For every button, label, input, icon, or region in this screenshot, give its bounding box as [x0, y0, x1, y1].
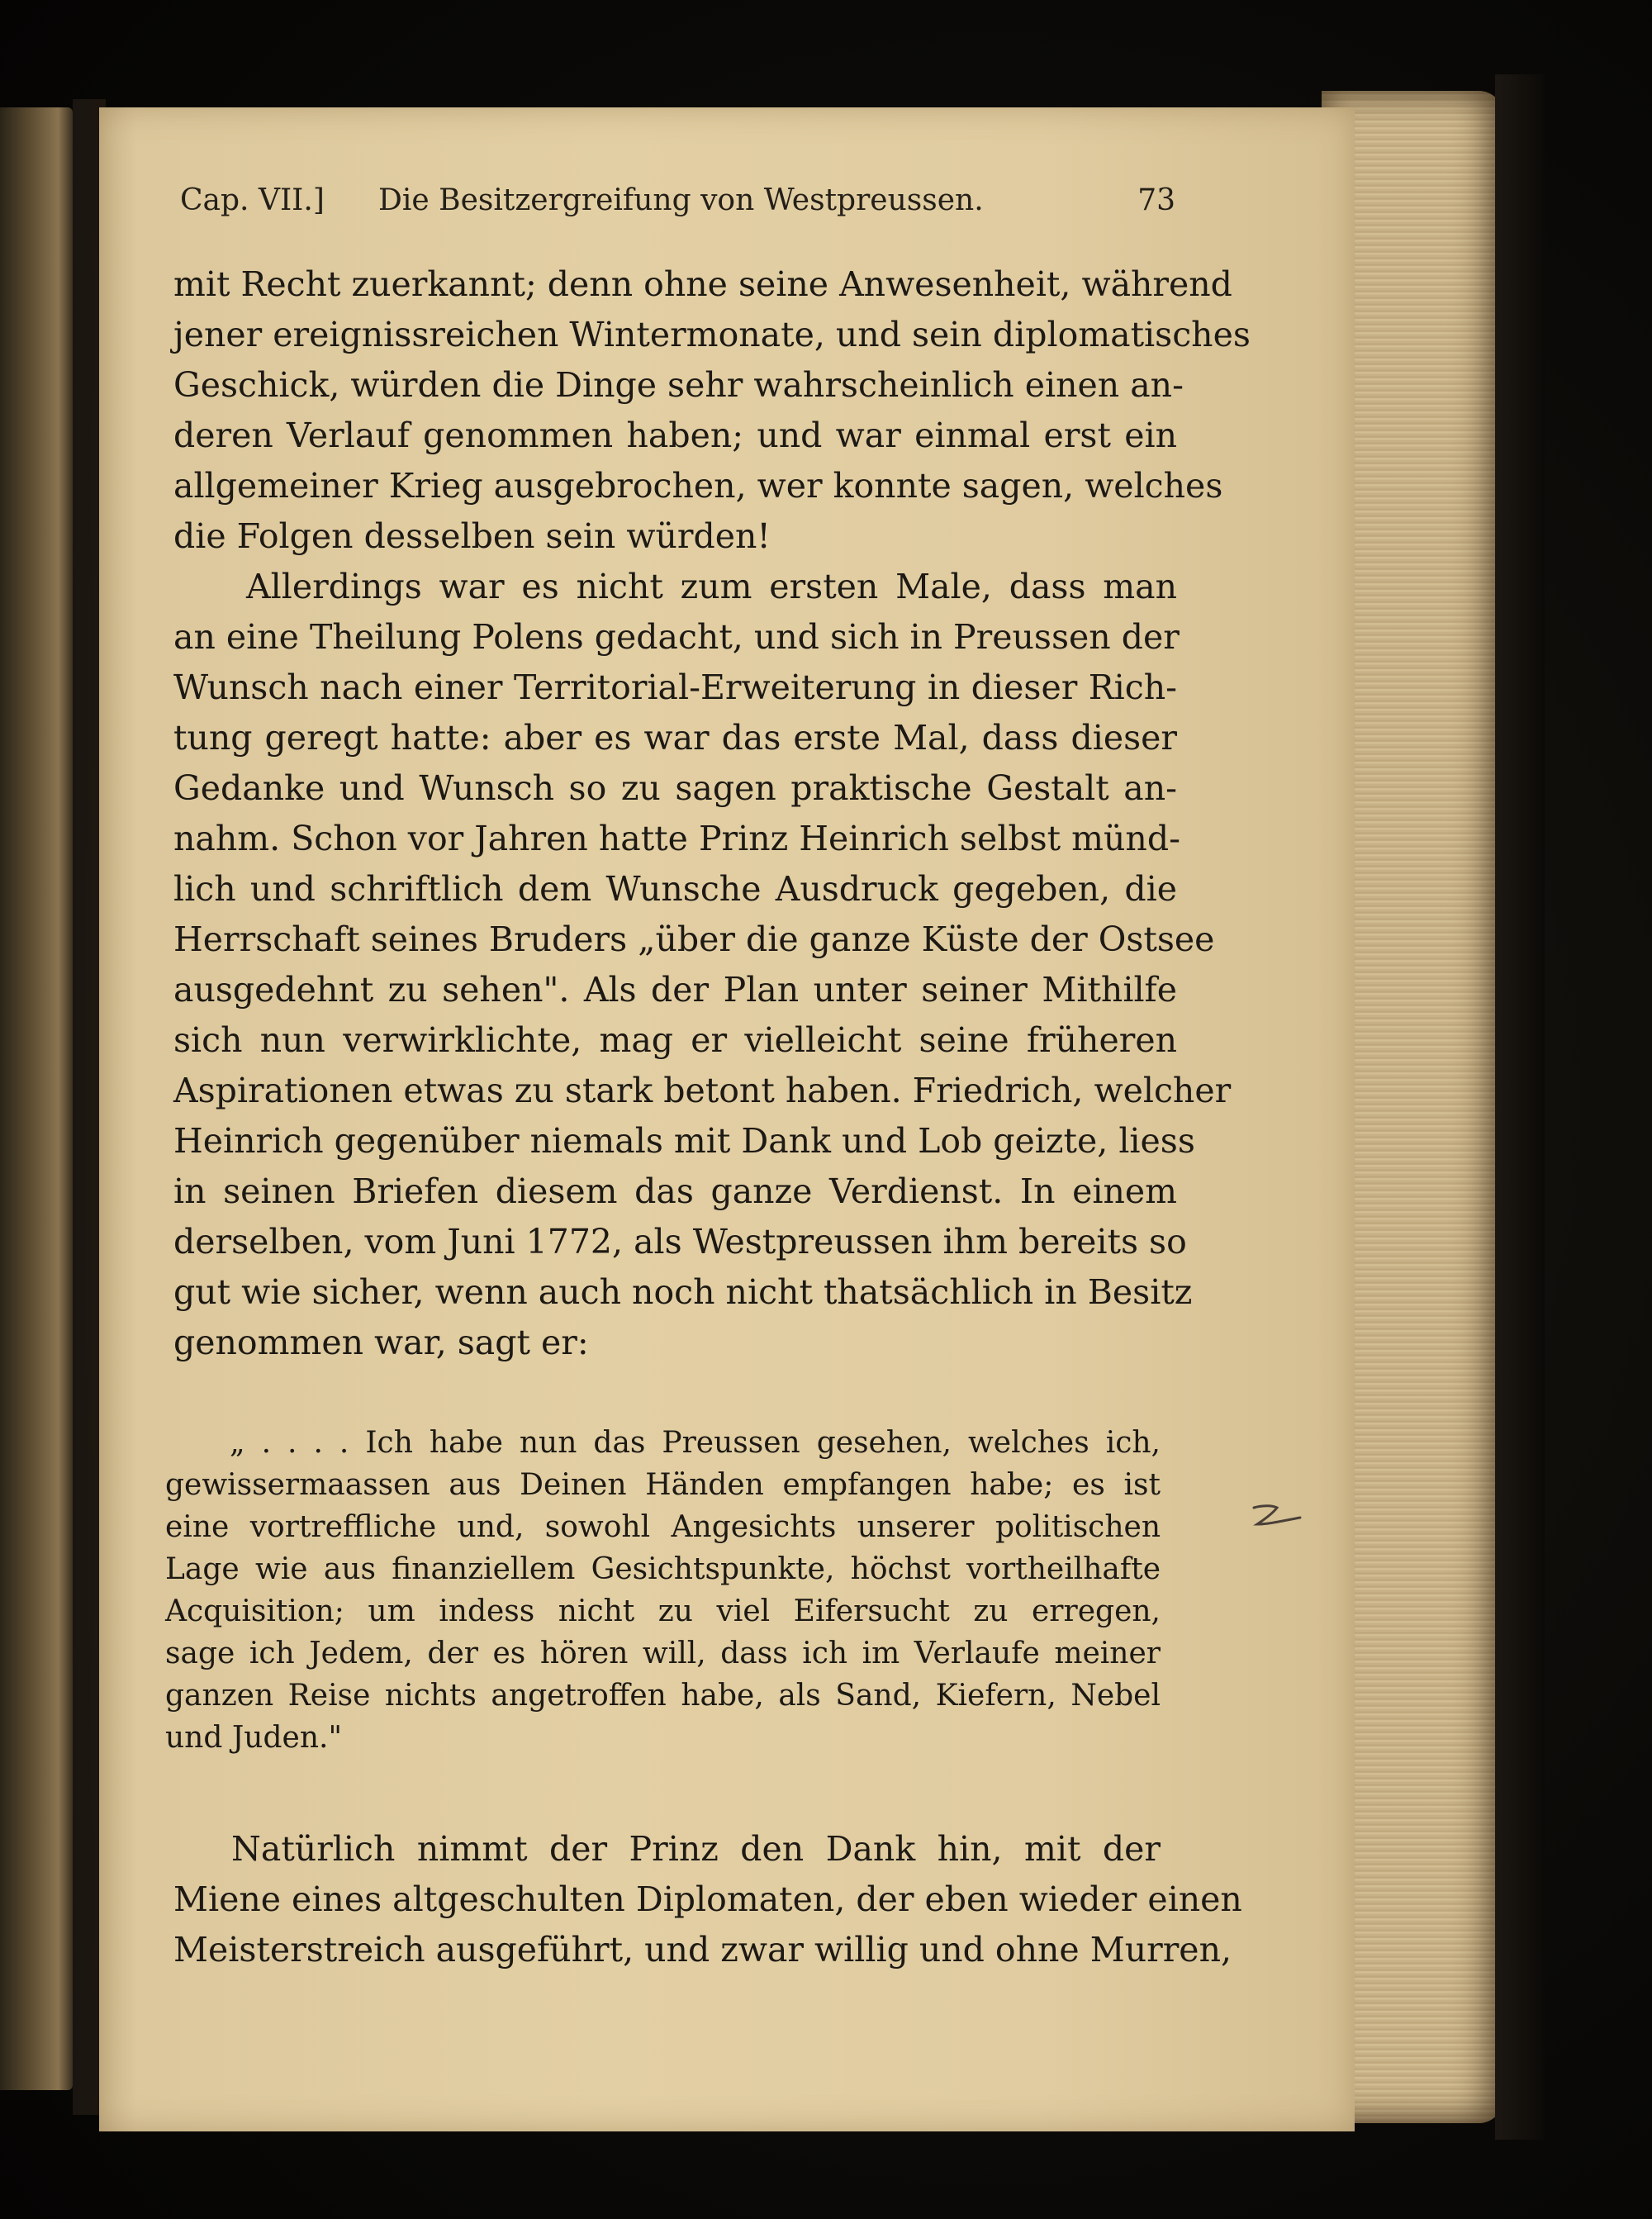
body-line: Geschick, würden die Dinge sehr wahrscheinlich einen an- — [173, 365, 1184, 405]
pencil-mark-icon — [1249, 1499, 1307, 1532]
body-line: die Folgen desselben sein würden! — [173, 516, 771, 556]
page-number: 73 — [1137, 183, 1175, 217]
book-cover-edge — [1495, 74, 1545, 2140]
quote-line: und Juden." — [165, 1721, 343, 1755]
body-line-indented: Allerdings war es nicht zum ersten Male, dass man — [246, 567, 1177, 606]
body-line: lich und schriftlich dem Wunsche Ausdruck gegeben, die — [173, 869, 1177, 909]
quote-line: Acquisition; um indess nicht zu viel Eifersucht zu erregen, — [165, 1594, 1161, 1628]
body-line: Heinrich gegenüber niemals mit Dank und Lob geizte, liess — [173, 1121, 1195, 1161]
quote-line: gewissermaassen aus Deinen Händen empfangen habe; es ist — [165, 1468, 1161, 1502]
body-line: mit Recht zuerkannt; denn ohne seine Anwesenheit, während — [173, 264, 1232, 304]
body-line: in seinen Briefen diesem das ganze Verdienst. In einem — [173, 1171, 1177, 1211]
body-line: sich nun verwirklichte, mag er vielleicht seine früheren — [173, 1020, 1177, 1060]
quote-line: Lage wie aus finanziellem Gesichtspunkte, höchst vortheilhafte — [165, 1552, 1161, 1586]
body-line: Herrschaft seines Bruders „über die ganze Küste der Ostsee — [173, 919, 1215, 959]
body-line: tung geregt hatte: aber es war das erste Mal, dass dieser — [173, 718, 1177, 758]
chapter-label: Cap. VII.] — [180, 183, 325, 217]
body-line: allgemeiner Krieg ausgebrochen, wer konnte sagen, welches — [173, 466, 1223, 506]
quote-line: sage ich Jedem, der es hören will, dass ich im Verlaufe meiner — [165, 1637, 1161, 1670]
previous-page-edge — [0, 107, 73, 2090]
running-header — [180, 183, 1175, 225]
body-line-indented: Natürlich nimmt der Prinz den Dank hin, mit der — [231, 1829, 1161, 1869]
quote-line: ganzen Reise nichts angetroffen habe, als Sand, Kiefern, Nebel — [165, 1679, 1161, 1713]
body-line: an eine Theilung Polens gedacht, und sich in Preussen der — [173, 617, 1180, 657]
body-line: Gedanke und Wunsch so zu sagen praktische Gestalt an- — [173, 768, 1177, 808]
body-line: deren Verlauf genommen haben; und war einmal erst ein — [173, 416, 1177, 455]
body-line: jener ereignissreichen Wintermonate, und sein diplomatisches — [173, 315, 1251, 354]
body-line: gut wie sicher, wenn auch noch nicht thatsächlich in Besitz — [173, 1272, 1193, 1312]
body-line: nahm. Schon vor Jahren hatte Prinz Heinrich selbst münd- — [173, 819, 1180, 858]
running-title: Die Besitzergreifung von Westpreussen. — [378, 183, 984, 217]
body-line: Miene eines altgeschulten Diplomaten, der eben wieder einen — [173, 1879, 1242, 1919]
quote-line-indented: „ . . . . Ich habe nun das Preussen gesehen, welches ich, — [230, 1426, 1161, 1460]
quote-line: eine vortreffliche und, sowohl Angesichts unserer politischen — [165, 1510, 1161, 1544]
body-line: ausgedehnt zu sehen". Als der Plan unter seiner Mithilfe — [173, 970, 1177, 1010]
body-line: derselben, vom Juni 1772, als Westpreussen ihm bereits so — [173, 1222, 1187, 1262]
body-line: genommen war, sagt er: — [173, 1323, 589, 1362]
body-line: Aspirationen etwas zu stark betont haben. Friedrich, welcher — [173, 1071, 1232, 1110]
body-line: Meisterstreich ausgeführt, und zwar willig und ohne Murren, — [173, 1930, 1232, 1970]
body-line: Wunsch nach einer Territorial-Erweiterung in dieser Rich- — [173, 668, 1177, 707]
